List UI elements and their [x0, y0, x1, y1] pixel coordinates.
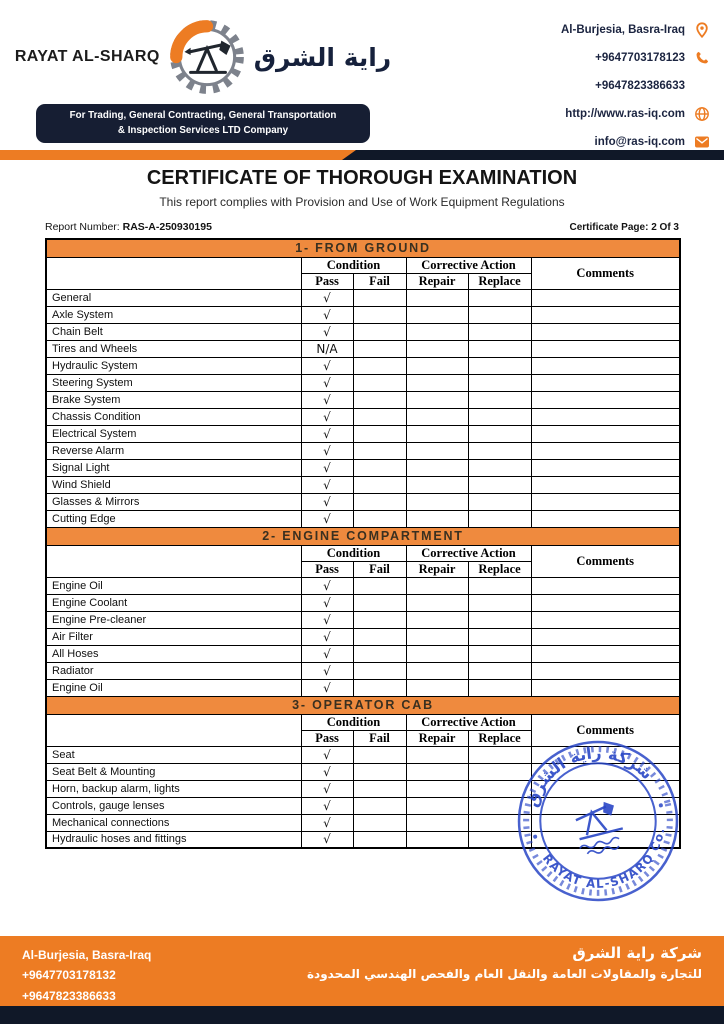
pass-header: Pass: [301, 273, 353, 289]
replace-cell: [468, 323, 531, 340]
fail-cell: [353, 442, 406, 459]
comments-cell: [531, 357, 680, 374]
table-row: [46, 679, 680, 696]
condition-header: Condition: [301, 545, 406, 561]
replace-cell: [468, 289, 531, 306]
certificate-page-label: Certificate Page:: [569, 222, 649, 233]
repair-cell: [406, 357, 468, 374]
fail-cell: [353, 746, 406, 763]
fail-cell: [353, 306, 406, 323]
table-row: [46, 662, 680, 679]
comments-cell: [531, 493, 680, 510]
item-label: Air Filter: [46, 628, 301, 645]
item-label: Brake System: [46, 391, 301, 408]
comments-header: Comments: [531, 714, 680, 746]
tagline-line2: & Inspection Services LTD Company: [117, 124, 289, 136]
replace-header: Replace: [468, 273, 531, 289]
replace-cell: [468, 476, 531, 493]
phone2-text: +9647823386633: [595, 80, 685, 92]
repair-cell: [406, 611, 468, 628]
table-row: [46, 374, 680, 391]
comments-cell: [531, 289, 680, 306]
page-header: [0, 12, 724, 148]
item-label: Signal Light: [46, 459, 301, 476]
item-label: Reverse Alarm: [46, 442, 301, 459]
stamp-bottom-text: RAYAT AL-SHARQ Co.: [539, 825, 668, 891]
repair-header: Repair: [406, 561, 468, 577]
replace-cell: [468, 374, 531, 391]
phone-icon: [693, 50, 710, 67]
section-header-row: [46, 527, 680, 545]
comments-cell: [531, 374, 680, 391]
item-label: Axle System: [46, 306, 301, 323]
pass-cell: √: [301, 408, 353, 425]
pass-cell: √: [301, 611, 353, 628]
page-footer: [0, 936, 724, 1024]
repair-cell: [406, 493, 468, 510]
fail-cell: [353, 611, 406, 628]
repair-cell: [406, 425, 468, 442]
company-logo-icon: [164, 14, 250, 100]
table-row: [46, 425, 680, 442]
pass-cell: √: [301, 763, 353, 780]
stamp-pumpjack-icon: [571, 804, 627, 857]
pass-cell: √: [301, 442, 353, 459]
item-label: Controls, gauge lenses: [46, 797, 301, 814]
contact-phone-2: [500, 76, 710, 96]
item-column-header: [46, 714, 301, 746]
fail-cell: [353, 476, 406, 493]
pass-cell: √: [301, 645, 353, 662]
repair-cell: [406, 289, 468, 306]
pass-cell: √: [301, 797, 353, 814]
pass-cell: √: [301, 289, 353, 306]
page-title: CERTIFICATE OF THOROUGH EXAMINATION: [146, 167, 578, 189]
item-label: Electrical System: [46, 425, 301, 442]
replace-cell: [468, 662, 531, 679]
comments-cell: [531, 340, 680, 357]
fail-cell: [353, 780, 406, 797]
repair-cell: [406, 679, 468, 696]
mail-icon: [693, 134, 710, 151]
company-name-ar: راية الشرق: [253, 42, 392, 72]
contact-website: [500, 104, 710, 124]
table-row: [46, 476, 680, 493]
website-text: http://www.ras-iq.com: [565, 108, 685, 120]
item-label: Steering System: [46, 374, 301, 391]
replace-cell: [468, 493, 531, 510]
condition-header: Condition: [301, 714, 406, 730]
item-label: Engine Coolant: [46, 594, 301, 611]
header-divider-accent: [0, 150, 356, 160]
report-number-label: Report Number:: [45, 221, 120, 233]
comments-cell: [531, 645, 680, 662]
pass-cell: √: [301, 374, 353, 391]
section-title: 1- FROM GROUND: [46, 239, 680, 257]
pass-cell: √: [301, 425, 353, 442]
repair-header: Repair: [406, 273, 468, 289]
pass-header: Pass: [301, 730, 353, 746]
replace-cell: [468, 306, 531, 323]
item-label: Wind Shield: [46, 476, 301, 493]
pass-cell: √: [301, 746, 353, 763]
repair-cell: [406, 780, 468, 797]
comments-cell: [531, 323, 680, 340]
repair-cell: [406, 746, 468, 763]
item-label: Tires and Wheels: [46, 340, 301, 357]
globe-icon: [693, 106, 710, 123]
item-label: Chassis Condition: [46, 408, 301, 425]
comments-cell: [531, 594, 680, 611]
table-row: [46, 340, 680, 357]
comments-cell: [531, 391, 680, 408]
item-label: Engine Pre-cleaner: [46, 611, 301, 628]
header-divider: [0, 150, 724, 160]
corrective-action-header: Corrective Action: [406, 545, 531, 561]
comments-cell: [531, 611, 680, 628]
repair-cell: [406, 442, 468, 459]
repair-cell: [406, 510, 468, 527]
comments-header: Comments: [531, 257, 680, 289]
fail-cell: [353, 645, 406, 662]
company-tagline: [36, 104, 370, 143]
repair-cell: [406, 628, 468, 645]
repair-cell: [406, 340, 468, 357]
replace-cell: [468, 340, 531, 357]
table-row: [46, 628, 680, 645]
section-title: 3- OPERATOR CAB: [46, 696, 680, 714]
email-text: info@ras-iq.com: [594, 136, 685, 148]
comments-cell: [531, 442, 680, 459]
fail-cell: [353, 357, 406, 374]
comments-cell: [531, 628, 680, 645]
repair-cell: [406, 476, 468, 493]
replace-cell: [468, 391, 531, 408]
repair-cell: [406, 814, 468, 831]
comments-cell: [531, 510, 680, 527]
replace-cell: [468, 510, 531, 527]
repair-cell: [406, 459, 468, 476]
repair-cell: [406, 662, 468, 679]
tagline-line1: For Trading, General Contracting, General Transportation: [69, 110, 337, 121]
table-row: [46, 577, 680, 594]
replace-header: Replace: [468, 561, 531, 577]
comments-cell: [531, 459, 680, 476]
item-label: Hydraulic System: [46, 357, 301, 374]
pass-cell: √: [301, 780, 353, 797]
item-label: General: [46, 289, 301, 306]
repair-cell: [406, 306, 468, 323]
table-row: [46, 323, 680, 340]
comments-cell: [531, 408, 680, 425]
pass-cell: √: [301, 510, 353, 527]
pass-cell: √: [301, 323, 353, 340]
replace-cell: [468, 459, 531, 476]
item-label: Seat: [46, 746, 301, 763]
replace-cell: [468, 425, 531, 442]
certificate-page-indicator: [570, 222, 680, 233]
replace-cell: [468, 611, 531, 628]
footer-company-desc-ar: للتجارة والمقاولات العامة والنقل العام والفحص الهندسي المحدودة: [306, 967, 702, 981]
fail-cell: [353, 662, 406, 679]
pass-cell: √: [301, 306, 353, 323]
pass-cell: N/A: [301, 340, 353, 357]
pass-cell: √: [301, 814, 353, 831]
repair-cell: [406, 408, 468, 425]
corrective-action-header: Corrective Action: [406, 257, 531, 273]
column-header-row: [46, 714, 680, 730]
item-label: Engine Oil: [46, 577, 301, 594]
location-pin-icon: [693, 22, 710, 39]
fail-cell: [353, 831, 406, 848]
item-label: Mechanical connections: [46, 814, 301, 831]
fail-cell: [353, 594, 406, 611]
item-label: Chain Belt: [46, 323, 301, 340]
section-header-row: [46, 696, 680, 714]
pass-cell: √: [301, 493, 353, 510]
empty-icon-slot: [693, 78, 710, 95]
pass-cell: √: [301, 831, 353, 848]
table-row: [46, 289, 680, 306]
item-label: Engine Oil: [46, 679, 301, 696]
item-label: Radiator: [46, 662, 301, 679]
replace-header: Replace: [468, 730, 531, 746]
fail-cell: [353, 493, 406, 510]
column-header-row: [46, 257, 680, 273]
contact-list: [500, 20, 710, 152]
comments-cell: [531, 306, 680, 323]
repair-cell: [406, 391, 468, 408]
table-row: [46, 306, 680, 323]
table-row: [46, 493, 680, 510]
address-text: Al-Burjesia, Basra-Iraq: [561, 24, 685, 36]
fail-cell: [353, 374, 406, 391]
phone1-text: +9647703178123: [595, 52, 685, 64]
fail-cell: [353, 323, 406, 340]
footer-bottom-bar: [0, 1006, 724, 1024]
comments-cell: [531, 577, 680, 594]
logo-row: [14, 14, 392, 100]
item-label: Seat Belt & Mounting: [46, 763, 301, 780]
column-header-row: [46, 545, 680, 561]
table-row: [46, 645, 680, 662]
table-row: [46, 391, 680, 408]
report-number-value: RAS-A-250930195: [122, 221, 212, 233]
pass-cell: √: [301, 577, 353, 594]
table-row: [46, 594, 680, 611]
replace-cell: [468, 357, 531, 374]
replace-cell: [468, 679, 531, 696]
fail-cell: [353, 628, 406, 645]
section-title: 2- ENGINE COMPARTMENT: [46, 527, 680, 545]
footer-address: Al-Burjesia, Basra-Iraq: [22, 948, 152, 962]
company-logo-block: [14, 14, 392, 143]
repair-cell: [406, 831, 468, 848]
item-label: All Hoses: [46, 645, 301, 662]
condition-header: Condition: [301, 257, 406, 273]
table-row: [46, 442, 680, 459]
footer-phone-1: +9647703178132: [22, 968, 116, 983]
fail-cell: [353, 459, 406, 476]
fail-header: Fail: [353, 730, 406, 746]
pass-cell: √: [301, 662, 353, 679]
table-row: [46, 611, 680, 628]
replace-cell: [468, 628, 531, 645]
comments-cell: [531, 425, 680, 442]
pass-cell: √: [301, 594, 353, 611]
fail-cell: [353, 814, 406, 831]
pass-cell: √: [301, 459, 353, 476]
item-label: Cutting Edge: [46, 510, 301, 527]
comments-cell: [531, 476, 680, 493]
repair-cell: [406, 323, 468, 340]
fail-cell: [353, 577, 406, 594]
pass-cell: √: [301, 679, 353, 696]
repair-cell: [406, 797, 468, 814]
fail-cell: [353, 340, 406, 357]
fail-cell: [353, 797, 406, 814]
stamp-top-text: شركة راية الشرق: [521, 743, 657, 810]
replace-cell: [468, 577, 531, 594]
pass-cell: √: [301, 628, 353, 645]
replace-cell: [468, 645, 531, 662]
replace-cell: [468, 442, 531, 459]
repair-cell: [406, 645, 468, 662]
table-row: [46, 408, 680, 425]
table-row: [46, 459, 680, 476]
report-meta-row: [45, 221, 679, 233]
contact-phone-1: [500, 48, 710, 68]
item-column-header: [46, 545, 301, 577]
fail-header: Fail: [353, 273, 406, 289]
table-row: [46, 357, 680, 374]
item-label: Horn, backup alarm, lights: [46, 780, 301, 797]
corrective-action-header: Corrective Action: [406, 714, 531, 730]
pass-header: Pass: [301, 561, 353, 577]
footer-company-block: [307, 936, 724, 1006]
fail-cell: [353, 391, 406, 408]
repair-header: Repair: [406, 730, 468, 746]
repair-cell: [406, 577, 468, 594]
company-name-en: RAYAT AL-SHARQ: [14, 48, 160, 65]
footer-band: [0, 936, 724, 1006]
pass-cell: √: [301, 476, 353, 493]
fail-cell: [353, 408, 406, 425]
comments-header: Comments: [531, 545, 680, 577]
fail-cell: [353, 510, 406, 527]
section-header-row: [46, 239, 680, 257]
pass-cell: √: [301, 391, 353, 408]
comments-cell: [531, 662, 680, 679]
fail-cell: [353, 425, 406, 442]
fail-cell: [353, 289, 406, 306]
fail-cell: [353, 679, 406, 696]
item-label: Glasses & Mirrors: [46, 493, 301, 510]
replace-cell: [468, 594, 531, 611]
replace-cell: [468, 408, 531, 425]
fail-header: Fail: [353, 561, 406, 577]
comments-cell: [531, 679, 680, 696]
fail-cell: [353, 763, 406, 780]
repair-cell: [406, 594, 468, 611]
repair-cell: [406, 763, 468, 780]
footer-phone-2: +9647823386633: [22, 988, 116, 1003]
contact-email: [500, 132, 710, 152]
repair-cell: [406, 374, 468, 391]
pass-cell: √: [301, 357, 353, 374]
item-label: Hydraulic hoses and fittings: [46, 831, 301, 848]
report-number: [45, 221, 212, 233]
contact-address: [500, 20, 710, 40]
item-column-header: [46, 257, 301, 289]
table-row: [46, 510, 680, 527]
footer-company-name-ar: شركة راية الشرق: [572, 944, 702, 962]
footer-contact-block: [0, 936, 151, 1006]
page-subtitle: This report complies with Provision and Use of Work Equipment Regulations: [159, 195, 565, 209]
certificate-page-value: 2 Of 3: [651, 222, 679, 233]
